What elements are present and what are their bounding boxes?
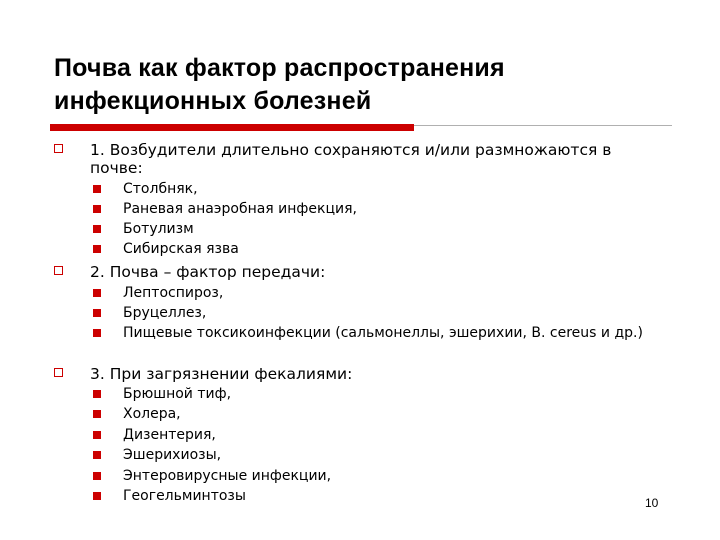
list-item-text: Сибирская язва: [123, 241, 239, 257]
list-item-text: Холера,: [123, 406, 181, 422]
square-bullet-icon: [93, 431, 101, 439]
square-bullet-icon: [93, 205, 101, 213]
hollow-square-bullet-icon: [54, 266, 63, 275]
list-item: [123, 325, 653, 341]
list-item: [123, 285, 653, 301]
list-item-text: Брюшной тиф,: [123, 386, 232, 402]
square-bullet-icon: [93, 225, 101, 233]
square-bullet-icon: [93, 390, 101, 398]
list-item: [123, 241, 653, 257]
section-1-point: [90, 141, 650, 177]
square-bullet-icon: [93, 309, 101, 317]
section-2-text: 2. Почва – фактор передачи:: [90, 263, 326, 281]
list-item-text: Геогельминтозы: [123, 488, 246, 504]
section-3-point: [90, 365, 650, 383]
section-3-text: 3. При загрязнении фекалиями:: [90, 365, 353, 383]
list-item-text: Дизентерия,: [123, 427, 216, 443]
square-bullet-icon: [93, 329, 101, 337]
list-item: [123, 468, 653, 484]
square-bullet-icon: [93, 472, 101, 480]
hollow-square-bullet-icon: [54, 368, 63, 377]
list-item: [123, 447, 653, 463]
list-item: [123, 427, 653, 443]
title-underline-accent: [50, 124, 414, 131]
list-item-text: Столбняк,: [123, 181, 198, 197]
list-item: [123, 386, 653, 402]
list-item-text: Бруцеллез,: [123, 305, 207, 321]
list-item-text: Лептоспироз,: [123, 285, 224, 301]
list-item-text: Пищевые токсикоинфекции (сальмонеллы, эшерихии, B. cereus и др.): [123, 325, 643, 341]
square-bullet-icon: [93, 185, 101, 193]
title-underline-line: [414, 125, 672, 126]
square-bullet-icon: [93, 289, 101, 297]
list-item-text: Ботулизм: [123, 221, 194, 237]
square-bullet-icon: [93, 492, 101, 500]
section-2-point: [90, 263, 650, 281]
list-item-text: Эшерихиозы,: [123, 447, 222, 463]
list-item: [123, 181, 653, 197]
list-item: [123, 488, 653, 504]
square-bullet-icon: [93, 245, 101, 253]
section-1-text: 1. Возбудители длительно сохраняются и/или размножаются в почве:: [90, 141, 612, 177]
list-item-text: Энтеровирусные инфекции,: [123, 468, 332, 484]
hollow-square-bullet-icon: [54, 144, 63, 153]
list-item-text: Раневая анаэробная инфекция,: [123, 201, 357, 217]
list-item: [123, 406, 653, 422]
page-number: 10: [645, 496, 659, 510]
list-item: [123, 201, 653, 217]
list-item: [123, 305, 653, 321]
square-bullet-icon: [93, 410, 101, 418]
list-item: [123, 221, 653, 237]
slide-title: Почва как фактор распространения инфекционных болезней: [54, 54, 505, 115]
square-bullet-icon: [93, 451, 101, 459]
